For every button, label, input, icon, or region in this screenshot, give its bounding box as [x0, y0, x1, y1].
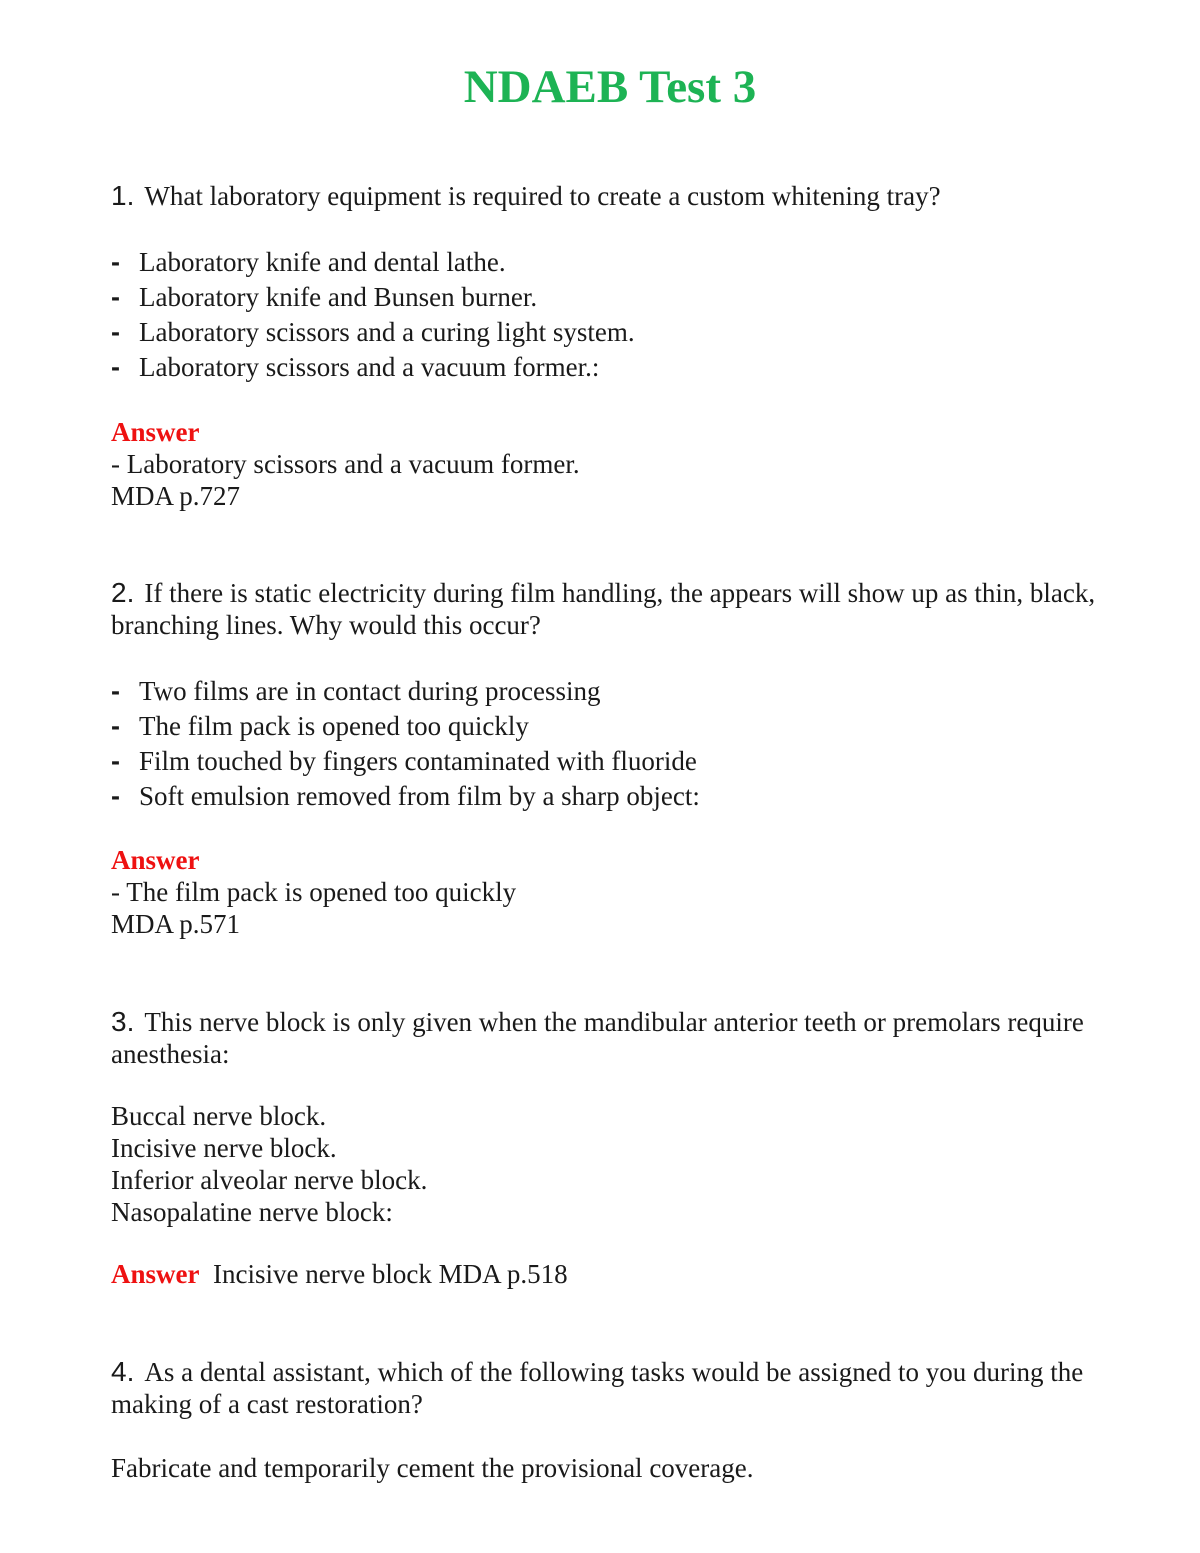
question-text: If there is static electricity during film handling, the appears will show up as thin, black, branching lines. Why would this occur?	[111, 578, 1096, 640]
page-title: NDAEB Test 3	[463, 61, 757, 113]
answer-label: Answer	[111, 1259, 200, 1289]
dash-bullet: -	[111, 282, 120, 312]
question-text: As a dental assistant, which of the following tasks would be assigned to you during the making of a cast restoration?	[111, 1357, 1084, 1419]
option-item: Inferior alveolar nerve block.	[111, 1165, 428, 1195]
question-number: 1.	[111, 180, 135, 211]
answer-text: - The film pack is opened too quickly	[111, 877, 517, 907]
option-item: Fabricate and temporarily cement the provisional coverage.	[111, 1453, 754, 1483]
answer-label: Answer	[111, 845, 200, 875]
question-1	[111, 180, 1111, 212]
option-item: - Two films are in contact during processing	[111, 674, 1111, 709]
answer-text: - Laboratory scissors and a vacuum former.	[111, 449, 580, 479]
answer-reference: MDA p.571	[111, 909, 241, 939]
option-list	[111, 245, 1111, 385]
answer-label: Answer	[111, 417, 200, 447]
dash-bullet: -	[111, 711, 120, 741]
dash-bullet: -	[111, 247, 120, 277]
option-item: - Laboratory knife and dental lathe.	[111, 245, 1111, 280]
option-item: - Film touched by fingers contaminated with fluoride	[111, 744, 1111, 779]
answer-block	[111, 844, 1111, 940]
option-item: - Laboratory scissors and a curing light system.	[111, 315, 1111, 350]
question-number: 4.	[111, 1356, 135, 1387]
option-item: Nasopalatine nerve block:	[111, 1197, 393, 1227]
option-item: - Soft emulsion removed from film by a sharp object:	[111, 779, 1111, 814]
question-text: This nerve block is only given when the mandibular anterior teeth or premolars require anesthesia:	[111, 1007, 1084, 1069]
option-list	[111, 1100, 1111, 1228]
option-list	[111, 674, 1111, 814]
dash-bullet: -	[111, 352, 120, 382]
question-number: 3.	[111, 1006, 135, 1037]
option-item: - Laboratory knife and Bunsen burner.	[111, 280, 1111, 315]
option-item: - Laboratory scissors and a vacuum former.:	[111, 350, 1111, 385]
answer-block	[111, 416, 1111, 512]
option-item: - The film pack is opened too quickly	[111, 709, 1111, 744]
option-item: Buccal nerve block.	[111, 1101, 327, 1131]
question-2	[111, 577, 1111, 641]
question-3	[111, 1006, 1111, 1070]
answer-text: Incisive nerve block MDA p.518	[213, 1259, 568, 1289]
question-4	[111, 1356, 1111, 1420]
answer-block	[111, 1258, 1111, 1290]
question-text: What laboratory equipment is required to create a custom whitening tray?	[144, 181, 941, 211]
dash-bullet: -	[111, 676, 120, 706]
answer-reference: MDA p.727	[111, 481, 241, 511]
dash-bullet: -	[111, 317, 120, 347]
option-list	[111, 1452, 1111, 1484]
dash-bullet: -	[111, 746, 120, 776]
dash-bullet: -	[111, 781, 120, 811]
option-item: Incisive nerve block.	[111, 1133, 337, 1163]
question-number: 2.	[111, 577, 135, 608]
